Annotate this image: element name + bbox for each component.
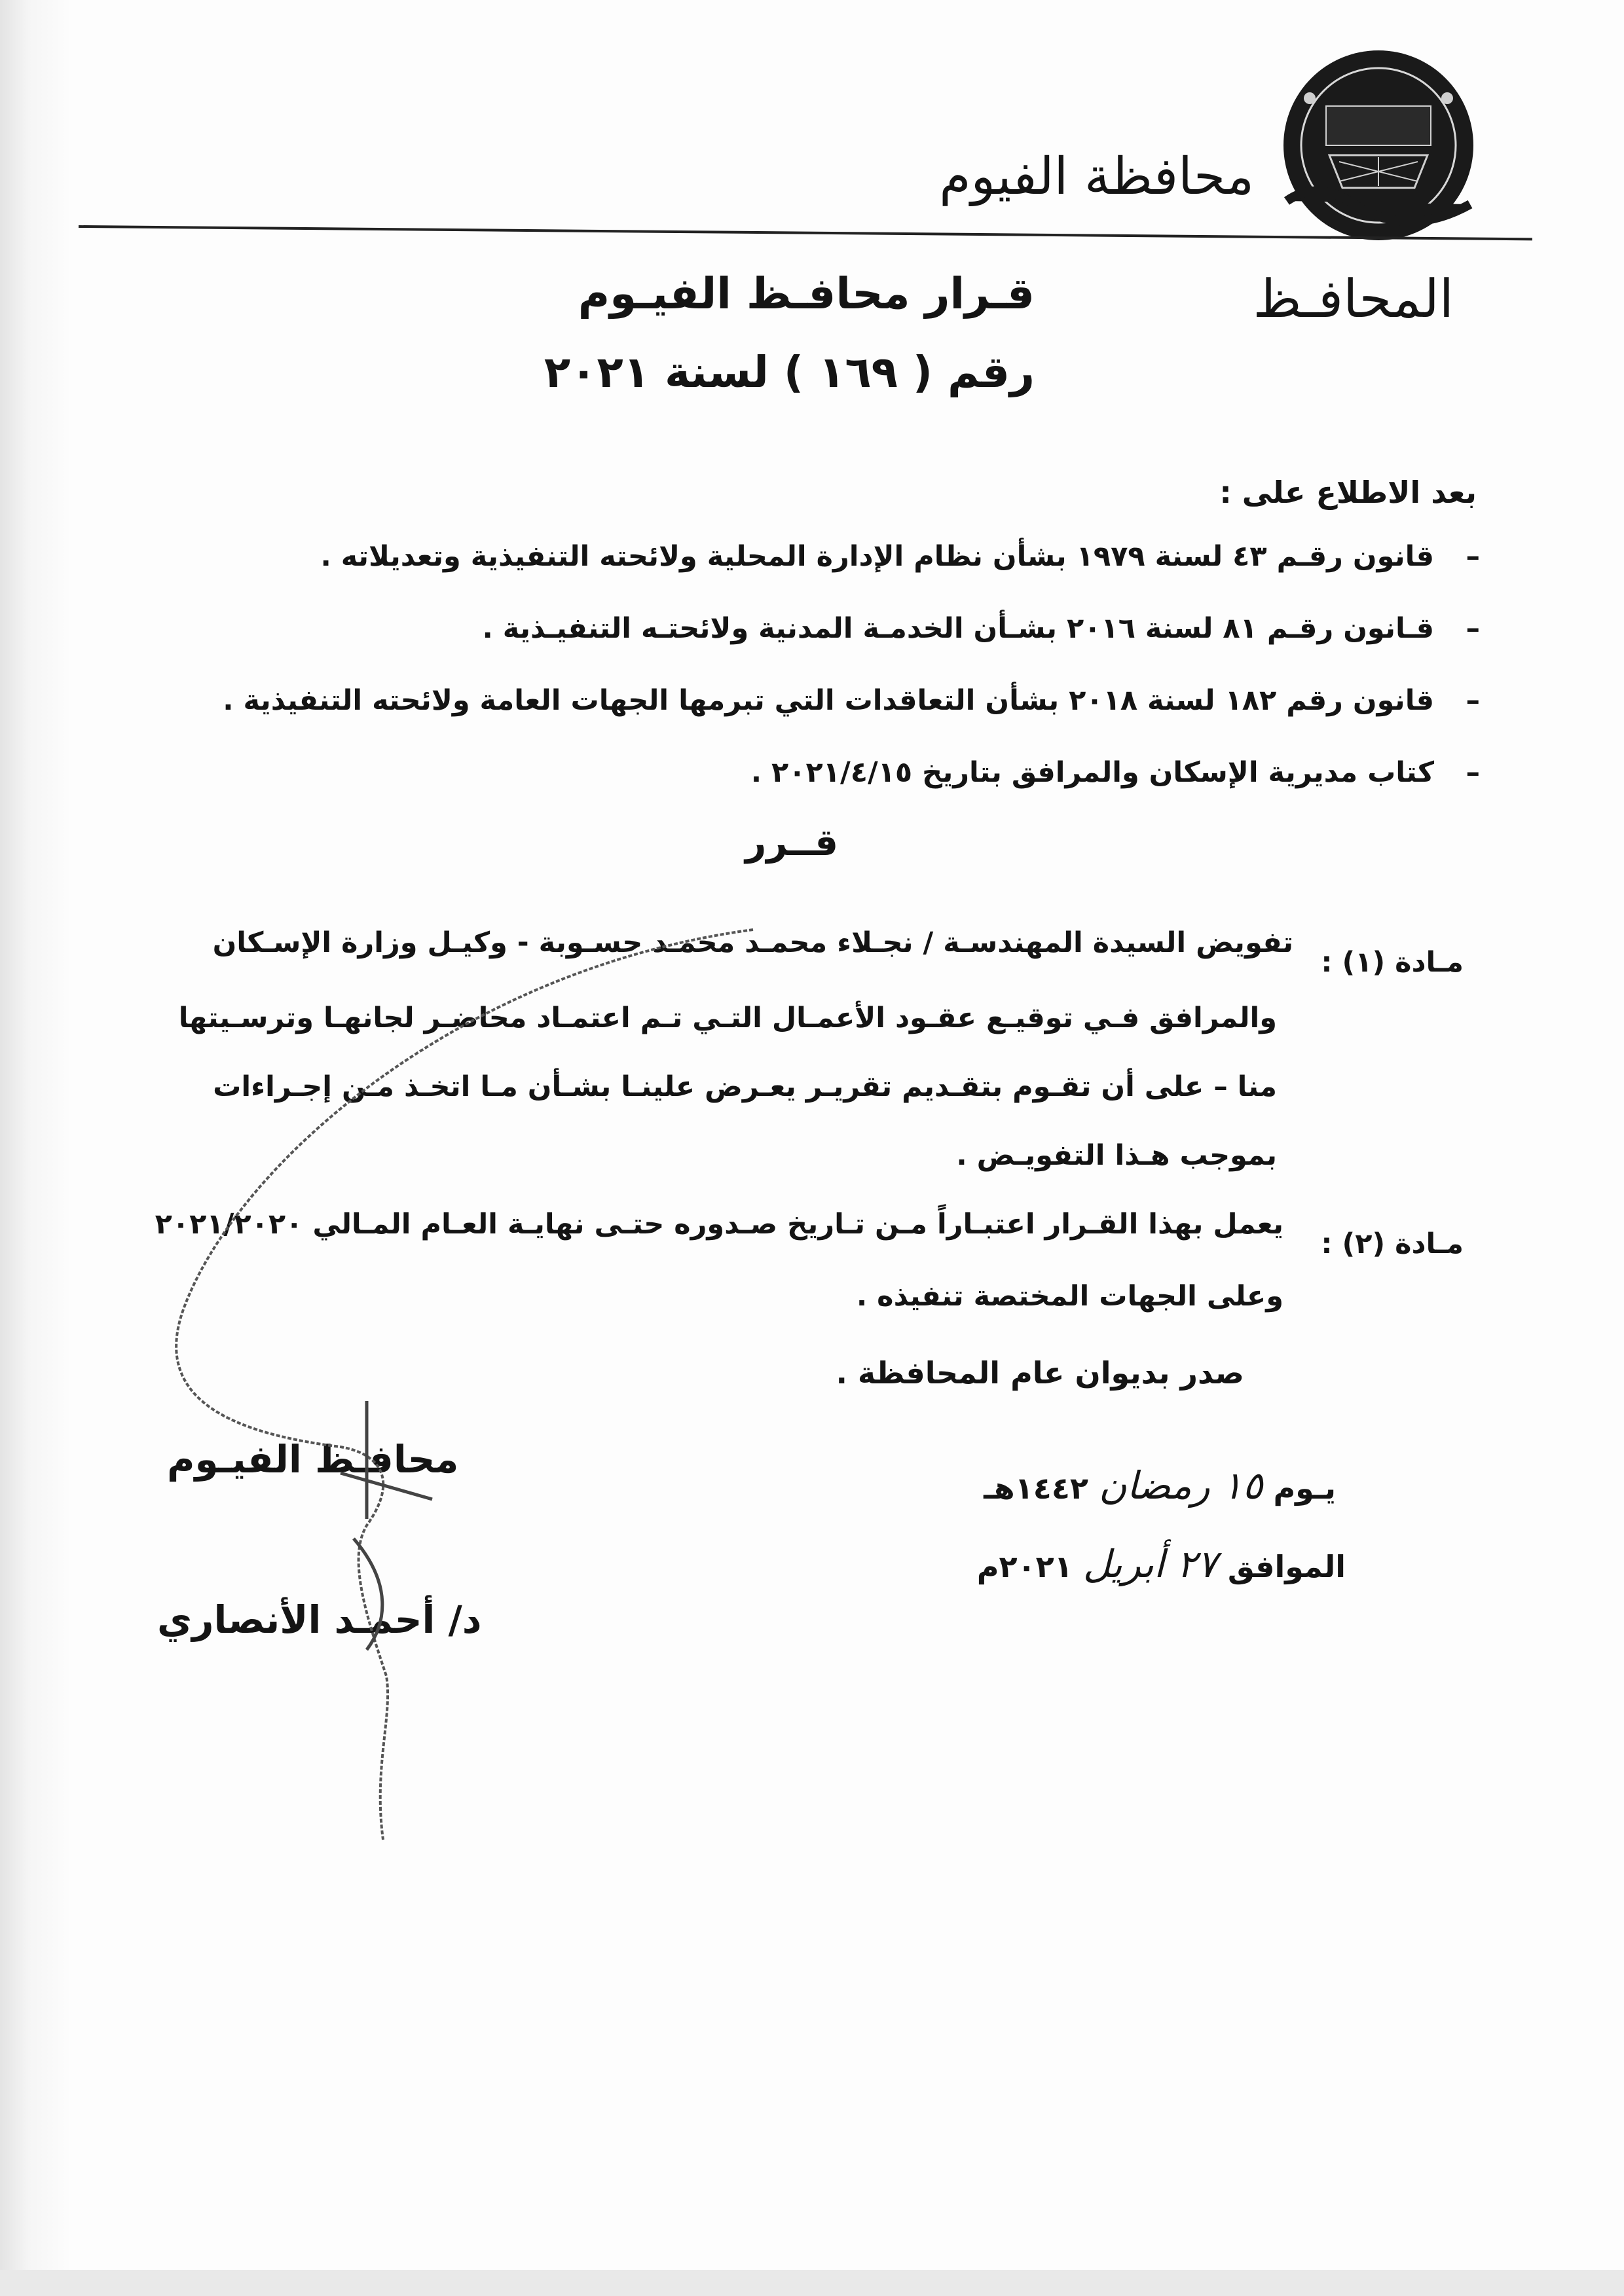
scan-shadow-edge xyxy=(0,0,72,2296)
issued-statement: صدر بديوان عام المحافظة . xyxy=(836,1355,1244,1391)
signatory-title: محافـظ الفيـوم xyxy=(167,1437,459,1482)
hijri-date xyxy=(984,1463,1336,1508)
governorate-name: محافظة الفيوم xyxy=(939,147,1254,206)
gregorian-date-year: ٢٠٢١م xyxy=(976,1549,1073,1584)
hijri-date-prefix: يـوم xyxy=(1273,1470,1336,1506)
article-2-label: مـادة (٢) : xyxy=(1321,1228,1464,1260)
reference-item: – قانون رقـم ٤٣ لسنة ١٩٧٩ بشأن نظام الإدارة المحلية ولائحته التنفيذية وتعديلاته . xyxy=(320,540,1434,573)
gregorian-date xyxy=(977,1542,1346,1586)
signatory-name: د/ أحمـد الأنصاري xyxy=(157,1597,482,1642)
scan-bottom-edge xyxy=(0,2270,1624,2296)
article-1-line: والمرافق فـي توقيـع عقـود الأعمـال التـي تـم اعتمـاد محاضـر لجانهـا وترسـيتها xyxy=(178,1002,1277,1034)
reference-item: – قانون رقم ١٨٢ لسنة ٢٠١٨ بشأن التعاقدات التي تبرمها الجهات العامة ولائحته التنفيذية . xyxy=(223,684,1434,717)
article-1-label: مـادة (١) : xyxy=(1321,946,1464,979)
reference-item: – قـانون رقـم ٨١ لسنة ٢٠١٦ بشـأن الخدمـة المدنية ولائحتـه التنفيـذية . xyxy=(482,612,1434,645)
hijri-date-year: ١٤٤٢هـ xyxy=(984,1470,1089,1506)
decided-heading: قــرر xyxy=(745,822,838,864)
article-2-line: يعمل بهذا القـرار اعتبـاراً مـن تـاريخ صـدوره حتـى نهايـة العـام المـالي ٢٠٢١/٢٠٢٠ xyxy=(155,1208,1283,1241)
decision-title: قـرار محافـظ الفيـوم xyxy=(578,268,1035,319)
fayoum-governorate-emblem-icon xyxy=(1280,47,1477,244)
office-label: المحافـظ xyxy=(1253,268,1454,329)
article-1-line: بموجب هـذا التفويـض . xyxy=(956,1139,1277,1172)
hijri-date-handwritten: ١٥ رمضان xyxy=(1099,1463,1263,1508)
article-1-line: منا – على أن تقـوم بتقـديم تقريـر يعـرض علينـا بشـأن مـا اتخـذ مـن إجـراءات xyxy=(213,1070,1277,1103)
decision-number: رقم ( ١٦٩ ) لسنة ٢٠٢١ xyxy=(544,347,1035,397)
reference-item: – كتاب مديرية الإسكان والمرافق بتاريخ ٢٠٢١/٤/١٥ . xyxy=(751,756,1434,789)
gregorian-date-prefix: الموافق xyxy=(1227,1549,1346,1584)
article-1-line: تفويض السيدة المهندسـة / نجـلاء محمـد محمـد حسـوبة - وكيـل وزارة الإسـكان xyxy=(212,926,1293,959)
gregorian-date-handwritten: ٢٧ أبريل xyxy=(1082,1542,1217,1586)
article-2-line: وعلى الجهات المختصة تنفيذه . xyxy=(856,1280,1283,1313)
preamble-heading: بعد الاطلاع على : xyxy=(1219,475,1477,510)
